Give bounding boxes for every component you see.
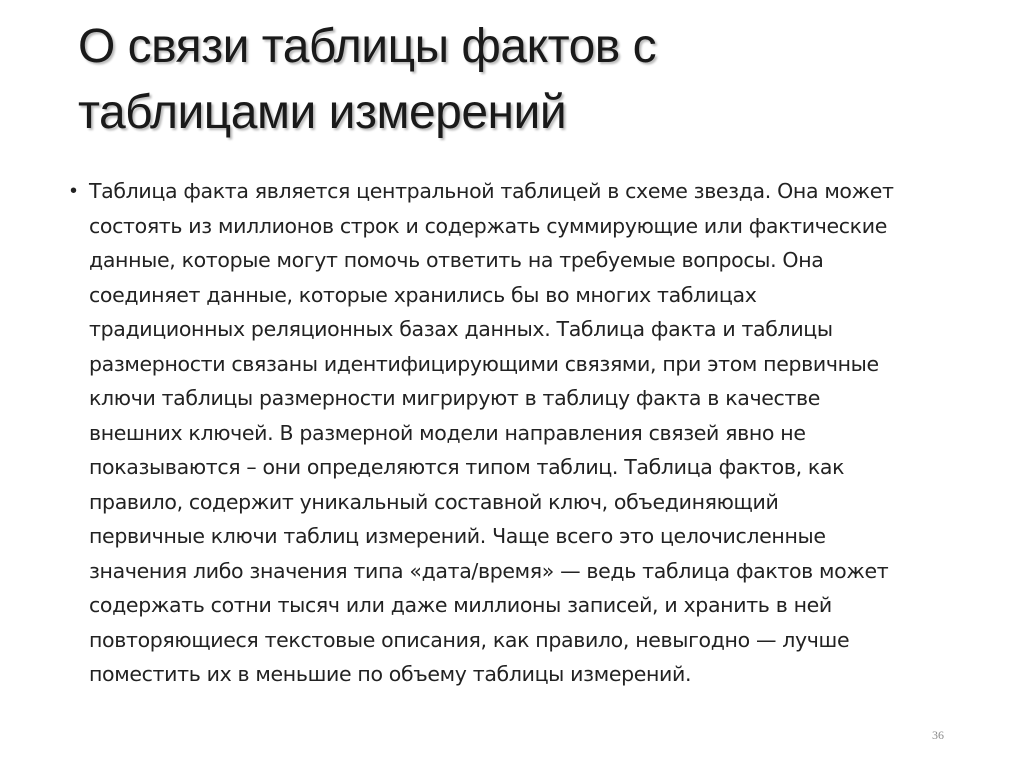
bullet-item [70, 174, 1010, 692]
paragraph-line: показываются – они определяются типом таблиц. Таблица фактов, как [89, 455, 845, 479]
slide-title [78, 14, 958, 146]
paragraph-line: данные, которые могут помочь ответить на требуемые вопросы. Она [89, 248, 824, 272]
page-number: 36 [932, 728, 944, 742]
paragraph-line: значения либо значения типа «дата/время» — ведь таблица фактов может [89, 558, 889, 583]
paragraph-line: правило, содержит уникальный составной ключ, объединяющий [89, 489, 779, 514]
slide-body [70, 174, 1010, 692]
slide-title-line-2: таблицами измерений [78, 86, 567, 139]
paragraph-line: повторяющиеся текстовые описания, как правило, невыгодно — лучше [89, 627, 850, 652]
paragraph-line: Таблица факта является центральной таблицей в схеме звезда. Она может [89, 179, 894, 203]
bullet-paragraph [89, 174, 1010, 692]
paragraph-line: соединяет данные, которые хранились бы во многих таблицах [89, 282, 757, 307]
slide-title-line-1: О связи таблицы фактов с [78, 20, 657, 73]
paragraph-line: размерности связаны идентифицирующими связями, при этом первичные [89, 351, 879, 376]
bullet-icon: • [70, 180, 78, 202]
paragraph-line: поместить их в меньшие по объему таблицы измерений. [89, 662, 692, 686]
paragraph-line: состоять из миллионов строк и содержать суммирующие или фактические [89, 213, 887, 238]
paragraph-line: внешних ключей. В размерной модели направления связей явно не [89, 420, 806, 445]
paragraph-line: содержать сотни тысяч или даже миллионы записей, и хранить в ней [89, 593, 832, 617]
paragraph-line: ключи таблицы размерности мигрируют в таблицу факта в качестве [89, 386, 820, 410]
paragraph-line: первичные ключи таблиц измерений. Чаще всего это целочисленные [89, 524, 826, 548]
paragraph-line: традиционных реляционных базах данных. Таблица факта и таблицы [89, 317, 833, 341]
